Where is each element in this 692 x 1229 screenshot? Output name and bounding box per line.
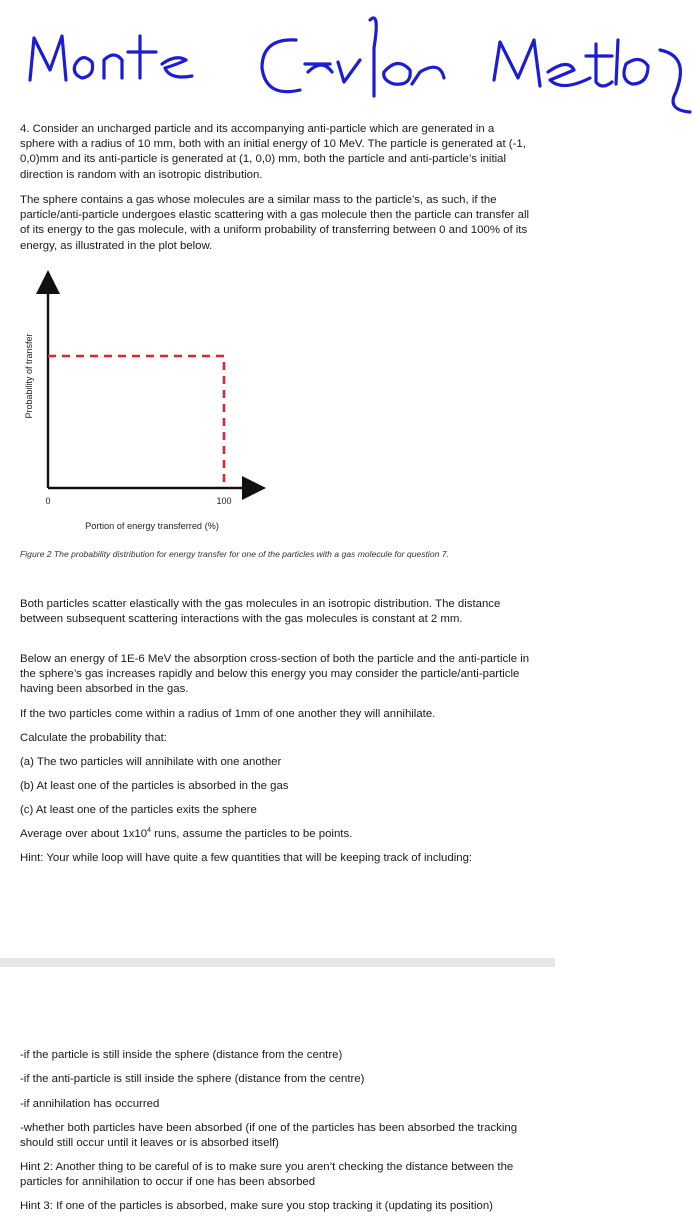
question-intro: 4. Consider an uncharged particle and its accompanying anti-particle which are generated in a sphere with a radius of 10 mm, both with an initial energy of 10 MeV. The particle is generated at (-1, 0,0)mm and its anti-particle is generated at (1, 0,0) mm, both the particle and anti-particle’s initial direction is random with an isotropic distribution. xyxy=(20,123,526,181)
part-a: (a) The two particles will annihilate with one another xyxy=(20,756,282,768)
hint-2: Hint 2: Another thing to be careful of is to make sure you aren’t checking the distance between the particles for annihilation to occur if one has been absorbed xyxy=(20,1161,514,1189)
distribution-line xyxy=(48,356,224,488)
handwritten-title xyxy=(0,0,692,125)
y-axis-label: Probability of transfer xyxy=(24,333,34,419)
x-tick-100: 100 xyxy=(216,496,232,506)
question-calculate: Calculate the probability that: xyxy=(20,732,167,744)
svg-text:Monte Carlo Method: Monte Carlo Method xyxy=(0,0,10,1)
hint-3: Hint 3: If one of the particles is absorbed, make sure you stop tracking it (updating its position) xyxy=(20,1200,493,1212)
hint-anti-sphere-check: -if the anti-particle is still inside the sphere (distance from the centre) xyxy=(20,1073,365,1085)
part-c: (c) At least one of the particles exits the sphere xyxy=(20,804,257,816)
average-runs: Average over about $1x10^4$ runs, assume the particles to be points. xyxy=(20,827,353,840)
page-separator xyxy=(0,958,555,967)
question-absorption: Below an energy of 1E-6 MeV the absorption cross-section of both the particle and the anti-particle in the sphere’s gas increases rapidly and below this energy you may consider the particle/anti-particle having been absorbed in the gas. xyxy=(20,653,530,696)
part-b: (b) At least one of the particles is absorbed in the gas xyxy=(20,780,289,792)
question-sphere-gas: The sphere contains a gas whose molecules are a similar mass to the particle’s, as such, if the particle/anti-particle undergoes elastic scattering with a gas molecule then the particle can transfer all of its energy to the gas molecule, with a uniform probability of transferring between 0 and 100% of its energy, as illustrated in the plot below. xyxy=(20,194,530,252)
hint-absorbed-check: -whether both particles have been absorbed (if one of the particles has been absorbed the tracking should still occur until it leaves or is absorbed itself) xyxy=(20,1122,518,1150)
question-annihilate: If the two particles come within a radius of 1mm of one another they will annihilate. xyxy=(20,708,436,720)
hint-sphere-check: -if the particle is still inside the sphere (distance from the centre) xyxy=(20,1049,343,1061)
x-axis-label: Portion of energy transferred (%) xyxy=(85,521,219,531)
probability-chart xyxy=(18,268,278,548)
figure-caption: Figure 2 The probability distribution for energy transfer for one of the particles with a gas molecule for question 7. xyxy=(20,549,449,559)
question-scatter: Both particles scatter elastically with the gas molecules in an isotropic distribution. The distance between subsequent scattering interactions with the gas molecules is constant at 2 mm. xyxy=(20,598,501,626)
hint-1: Hint: Your while loop will have quite a few quantities that will be keeping track of including: xyxy=(20,852,473,864)
hint-annihilation-check: -if annihilation has occurred xyxy=(20,1098,160,1110)
x-tick-0: 0 xyxy=(45,496,51,506)
